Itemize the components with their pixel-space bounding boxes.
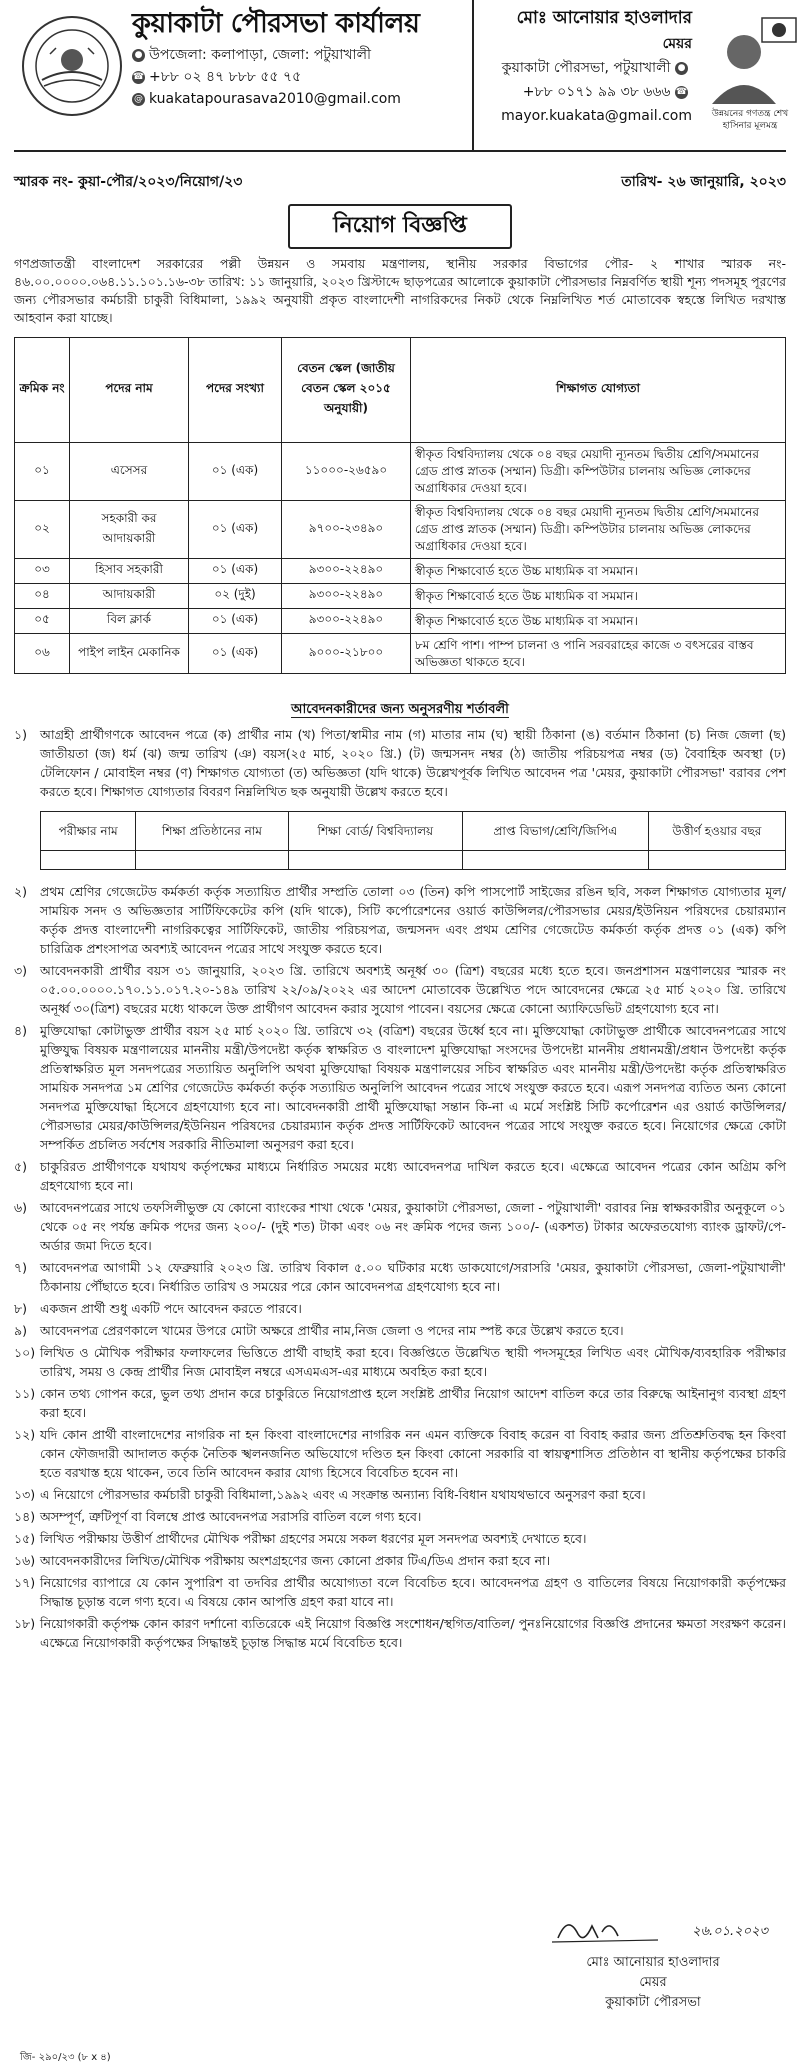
- list-item: ১১) কোন তথ্য গোপন করে, ভুল তথ্য প্রদান করে চাকুরিতে নিয়োগপ্রাপ্ত হলে সংশ্লিষ্ট প্রার্থীর নিয়োগ আদেশ বাতিল করে তার বিরুদ্ধে আইনানুগ ব্যবস্থা গ্রহণ করা হবে।: [14, 1386, 786, 1420]
- exam-table-header: [41, 812, 786, 851]
- row-post: আদায়কারী: [70, 584, 189, 609]
- list-item: ৫) চাকুরিরত প্রার্থীগণকে যথাযথ কর্তৃপক্ষের মাধ্যমে নির্ধারিত সময়ের মধ্যে আবেদনপত্র দাখিল করতে হবে। এক্ষেত্রে আবেদন পত্রের কোন অগ্রিম কপি গ্রহণযোগ্য হবে না।: [14, 1159, 786, 1193]
- post-table: [14, 337, 786, 674]
- list-item: ৭) আবেদনপত্র আগামী ১২ ফেব্রুয়ারি ২০২৩ খ্রি. তারিখ বিকাল ৫.০০ ঘটিকার মধ্যে ডাকযোগে/সরাসরি 'মেয়র, কুয়াকাটা পৌরসভা, জেলা-পটুয়াখালী' ঠিকানায় পৌঁছাতে হবে। নির্ধারিত তারিখ ও সময়ের পরে কোন আবেদনপত্র গ্রহণযোগ্য হবে না।: [14, 1260, 786, 1294]
- memo-line: [14, 170, 786, 194]
- row-post: পাইপ লাইন মেকানিক: [70, 634, 189, 674]
- list-item: ১৫) লিখিত পরীক্ষায় উত্তীর্ণ প্রার্থীদের মৌখিক পরীক্ষা গ্রহণের সময়ে সকল ধরণের মূল সনদপত্র অবশ্যই দেখাতে হবে।: [14, 1531, 587, 1546]
- exam-col-year: উত্তীর্ণ হওয়ার বছর: [648, 812, 785, 851]
- row-count: ০১ (এক): [189, 609, 282, 634]
- row-qualification: স্বীকৃত বিশ্ববিদ্যালয় থেকে ০৪ বছর মেয়াদী ন্যূনতম দ্বিতীয় শ্রেণি/সমমানের গ্রেড প্রাপ্ত স্নাতক (সম্মান) ডিগ্রী। কম্পিউটার চালনায় অভিজ্ঞ লোকদের অগ্রাধিকার দেওয়া হবে।: [411, 501, 786, 559]
- list-item: ১২) যদি কোন প্রার্থী বাংলাদেশের নাগরিক না হন কিংবা বাংলাদেশের নাগরিক নন এমন ব্যক্তিকে বিবাহ করেন বা বিবাহ করার জন্য প্রতিশ্রুতিবদ্ধ হন কিংবা কোন ফৌজদারী আদালত কর্তৃক নৈতিক স্খলনজনিত অভিযোগে দণ্ডিত হন কিংবা কোনো সরকারি বা স্বায়ত্বশাসিত প্রতিষ্ঠান বা স্থানীয় কর্তৃপক্ষের চাকরি হতে বরখাস্ত হয়ে থাকেন, তবে তিনি আবেদন করার যোগ্য হিসেবে বিবেচিত হবেন না।: [14, 1427, 786, 1480]
- row-count: ০২ (দুই): [189, 584, 282, 609]
- exam-table-blank-row: [41, 851, 786, 870]
- table-row: [15, 634, 786, 674]
- list-item: ১৩) এ নিয়োগে পৌরসভার কর্মচারী চাকুরী বিধিমালা,১৯৯২ এবং এ সংক্রান্ত অন্যান্য বিধি-বিধান যথাযথভাবে অনুসরণ করা হবে।: [14, 1487, 646, 1502]
- notice-title: নিয়োগ বিজ্ঞপ্তি: [288, 204, 512, 249]
- mayor-name: মোঃ আনোয়ার হাওলাদার: [516, 8, 692, 28]
- leader-portrait-icon: [704, 16, 798, 106]
- email-icon: @: [134, 93, 143, 104]
- col-scale: বেতন স্কেল (জাতীয় বেতন স্কেল ২০১৫ অনুযায়ী): [282, 338, 411, 443]
- row-qualification: স্বীকৃত শিক্ষাবোর্ড হতে উচ্চ মাধ্যমিক বা সমমান।: [411, 584, 786, 609]
- signatory-office: কুয়াকাটা পৌরসভা: [605, 1995, 701, 2010]
- row-post: বিল ক্লার্ক: [70, 609, 189, 634]
- row-qualification: ৮ম শ্রেণি পাশ। পাম্প চালনা ও পানি সরবরাহের কাজে ৩ বৎসরের বাস্তব অভিজ্ঞতা থাকতে হবে।: [411, 634, 786, 674]
- footer-code: জি- ২৯০/২৩ (৮ x ৪): [20, 2052, 111, 2063]
- exam-col-board: শিক্ষা বোর্ড/ বিশ্ববিদ্যালয়: [288, 812, 462, 851]
- mayor-office: কুয়াকাটা পৌরসভা, পটুয়াখালী ●: [482, 56, 692, 80]
- row-scale: ৯৭০০-২৩৪৯০: [282, 501, 411, 559]
- memo-ref: স্মারক নং- কুয়া-পৌর/২০২৩/নিয়োগ/২৩: [14, 174, 243, 190]
- office-phone: ☎ +৮৮ ০২ ৪৭ ৮৮৮ ৫৫ ৭৫: [132, 69, 302, 85]
- row-qualification: স্বীকৃত বিশ্ববিদ্যালয় থেকে ০৪ বছর মেয়াদী ন্যূনতম দ্বিতীয় শ্রেণি/সমমানের গ্রেড প্রাপ্ত স্নাতক (সম্মান) ডিগ্রী। কম্পিউটার চালনায় অভিজ্ঞ লোকদের অগ্রাধিকার দেওয়া হবে।: [411, 443, 786, 501]
- mayor-title: মেয়র: [662, 36, 692, 52]
- exam-col-result: প্রাপ্ত বিভাগ/শ্রেণি/জিপিএ: [463, 812, 649, 851]
- list-item: ১৪) অসম্পূর্ণ, ত্রুটিপূর্ণ বা বিলম্বে প্রাপ্ত আবেদনপত্র সরাসরি বাতিল বলে গণ্য হবে।: [14, 1509, 422, 1524]
- signature-date: ২৬.০১.২০২৩: [692, 1924, 768, 1939]
- mayor-info: [482, 4, 692, 128]
- row-count: ০১ (এক): [189, 559, 282, 584]
- list-item: ৬) আবেদনপত্রের সাথে তফসিলীভুক্ত যে কোনো ব্যাংকের শাখা থেকে 'মেয়র, কুয়াকাটা পৌরসভা, জেলা - পটুয়াখালী' বরাবর নিম্ন স্বাক্ষরকারীর অনুকূলে ০১ থেকে ০৫ নং পর্যন্ত ক্রমিক পদের জন্য ২০০/- (দুই শত) টাকা এবং ০৬ নং ক্রমিক পদের জন্য ১০০/- (একশত) টাকার অফেরতযোগ্য ব্যাংক ড্রাফট/পে-অর্ডার জমা দিতে হবে।: [14, 1200, 786, 1253]
- table-row: [15, 584, 786, 609]
- table-row: [15, 501, 786, 559]
- location-icon: ●: [675, 62, 688, 75]
- post-table-header: [15, 338, 786, 443]
- list-item: ১৬) আবেদনকারীদের লিখিত/মৌখিক পরীক্ষায় অংশগ্রহণের জন্য কোনো প্রকার টিএ/ডিএ প্রদান করা হবে না।: [14, 1553, 551, 1568]
- list-item: ৪) মুক্তিযোদ্ধা কোটাভুক্ত প্রার্থীর বয়স ২৫ মার্চ ২০২০ খ্রি. তারিখে ৩২ (বত্রিশ) বছরের উর্ধ্বে হবে না। মুক্তিযোদ্ধা কোটাভুক্ত প্রার্থীকে আবেদনপত্রের সাথে মুক্তিযুদ্ধ বিষয়ক মন্ত্রণালয়ের মাননীয় মন্ত্রী/উপদেষ্টা কর্তৃক স্বাক্ষরিত ও বাংলাদেশ মুক্তিযোদ্ধা সংসদের উপদেষ্টা মাননীয় প্রধানমন্ত্রী/প্রধান উপদেষ্টা কর্তৃক প্রতিস্বাক্ষরিত মূল সনদপত্রের সত্যায়িত অনুলিপি অথবা মুক্তিযোদ্ধা বিষয়ক মন্ত্রণালয়ের সচিব স্বাক্ষরিত এবং মাননীয় মন্ত্রী/উপদেষ্টা কর্তৃক প্রতিস্বাক্ষরিত সাময়িক সনদপত্র ১ম শ্রেণির গেজেটেড কর্মকর্তা কর্তৃক সত্যায়িত অনুলিপি আবেদন পত্রের সাথে সংযুক্ত করতে হবে। এরূপ সনদপত্র ব্যতিত অন্য কোনো সনদপত্র মুক্তিযোদ্ধা হিসেবে গ্রহণযোগ্য হবে না। আবেদনকারী প্রার্থী মুক্তিযোদ্ধা সন্তান কি-না এ মর্মে সংশ্লিষ্ট সিটি কর্পোরেশন এর ওয়ার্ড কাউন্সিলর/পৌরসভার মেয়র/কাউন্সিলর/ইউনিয়ন পরিষদের চেয়ারম্যান কর্তৃক প্রদত্ত সার্টিফিকেট আবেদন পত্রের সাথে সংযুক্ত করতে হবে। নিয়োগের ক্ষেত্রে কোটা সম্পর্কিত প্রচলিত সর্বশেষ সরকারি নীতিমালা অনুসরণ করা হবে।: [14, 1023, 786, 1152]
- phone-icon: ☎: [675, 86, 688, 97]
- signatory-title: মেয়র: [639, 1975, 667, 1990]
- office-address: ● উপজেলা: কলাপাড়া, জেলা: পটুয়াখালী: [132, 44, 462, 66]
- header-divider: [472, 0, 474, 150]
- row-sl: ০৬: [15, 634, 70, 674]
- slogan: উন্নয়নের গণতন্ত্র শেখ হাসিনার মূলমন্ত্র: [711, 109, 789, 131]
- intro-paragraph: গণপ্রজাতন্ত্রী বাংলাদেশ সরকারের পল্লী উন্নয়ন ও সমবায় মন্ত্রণালয়, স্থানীয় সরকার বিভাগের পৌর- ২ শাখার স্মারক নং- ৪৬.০০.০০০০.০৬৪.১১.১০১.১৬-৩৮ তারিখ: ১১ জানুয়ারি, ২০২৩ খ্রিস্টাব্দে ছাড়পত্রের আলোকে কুয়াকাটা পৌরসভার নিম্নবর্ণিত স্থায়ী শূন্য পদসমূহ পূরণের জন্য পৌরসভার কর্মচারী চাকুরী বিধিমালা, ১৯৯২ অনুযায়ী প্রকৃত বাংলাদেশী নাগরিকদের নিকট থেকে নিম্নলিখিত শর্ত মোতাবেক স্বহস্তে লিখিত দরখাস্ত আহবান করা যাচ্ছে।: [14, 256, 786, 325]
- col-count: পদের সংখ্যা: [189, 338, 282, 443]
- office-title: কুয়াকাটা পৌরসভা কার্যালয়: [132, 8, 420, 39]
- row-scale: ৯০০০-২১৮০০: [282, 634, 411, 674]
- row-scale: ৯৩০০-২২৪৯০: [282, 584, 411, 609]
- row-qualification: স্বীকৃত শিক্ষাবোর্ড হতে উচ্চ মাধ্যমিক বা সমমান।: [411, 559, 786, 584]
- row-sl: ০১: [15, 443, 70, 501]
- exam-col-institution: শিক্ষা প্রতিষ্ঠানের নাম: [136, 812, 288, 851]
- col-qualification: শিক্ষাগত যোগ্যতা: [411, 338, 786, 443]
- location-icon: ●: [132, 49, 145, 62]
- row-count: ০১ (এক): [189, 443, 282, 501]
- row-scale: ১১০০০-২৬৫৯০: [282, 443, 411, 501]
- mayor-phone: +৮৮ ০১৭১ ৯৯ ৩৮ ৬৬৬ ☎: [522, 84, 688, 100]
- row-sl: ০৪: [15, 584, 70, 609]
- phone-icon: ☎: [132, 71, 145, 82]
- signature-block: [538, 1908, 768, 2013]
- office-email[interactable]: @ kuakatapourasava2010@gmail.com: [134, 91, 401, 107]
- row-count: ০১ (এক): [189, 634, 282, 674]
- row-scale: ৯৩০০-২২৪৯০: [282, 609, 411, 634]
- list-item: ১০) লিখিত ও মৌখিক পরীক্ষার ফলাফলের ভিত্তিতে প্রার্থী বাছাই করা হবে। বিজ্ঞপ্তিতে উল্লেখিত স্থায়ী পদসমূহের লিখিত এবং মৌখিক/ব্যবহারিক পরীক্ষার তারিখ, সময় ও কেন্দ্র প্রার্থীর নিজ মোবাইল নম্বরে এসএমএস-এর মাধ্যমে অবহিত করা হবে।: [14, 1345, 786, 1379]
- row-sl: ০৫: [15, 609, 70, 634]
- list-item: ৩) আবেদনকারী প্রার্থীর বয়স ৩১ জানুয়ারি, ২০২৩ খ্রি. তারিখে অবশ্যই অনূর্ধ্ব ৩০ (ত্রিশ) বছরের মধ্যে হতে হবে। জনপ্রশাসন মন্ত্রণালয়ের স্মারক নং ০৫.০০.০০০০.১৭০.১১.০১৭.২০-১৪৯ তারিখ ২২/০৯/২০২২ এর আদেশ মোতাবেক উল্লেখিত পদে আবেদনের ক্ষেত্রে ২৫ মার্চ ২০২০ খ্রি. তারিখে অনূর্ধ্ব ৩০(ত্রিশ) বছরের মধ্যে থাকলে উক্ত প্রার্থীগণ আবেদন করার সুযোগ পাবেন। বয়সের ক্ষেত্রে কোনো অ্যাফিডেভিট গ্রহণযোগ্য হবে না।: [14, 963, 786, 1016]
- list-item: ১) আগ্রহী প্রার্থীগণকে আবেদন পত্রে (ক) প্রার্থীর নাম (খ) পিতা/স্বামীর নাম (গ) মাতার নাম (ঘ) স্থায়ী ঠিকানা (ঙ) বর্তমান ঠিকানা (চ) নিজ জেলা (ছ) জাতীয়তা (জ) ধর্ম (ঝ) জন্ম তারিখ (ঞ) বয়স(২৫ মার্চ, ২০২০ খ্রি.) (ট) জন্মসনদ নম্বর (ঠ) জাতীয় পরিচয়পত্র নম্বর (ড) বৈবাহিক অবস্থা (ঢ) টেলিফোন / মোবাইল নম্বর (ণ) শিক্ষাগত যোগ্যতা (ত) অভিজ্ঞতা (যদি থাকে) উল্লেখপূর্বক লিখিত আবেদন পত্র 'মেয়র, কুয়াকাটা পৌরসভা' বরাবর পেশ করতে হবে। শিক্ষাগত যোগ্যতার বিবরণ নিম্নলিখিত ছক অনুযায়ী উল্লেখ করতে হবে।: [14, 727, 786, 799]
- row-post: সহকারী কর আদায়কারী: [70, 501, 189, 559]
- list-item: ২) প্রথম শ্রেণির গেজেটেড কর্মকর্তা কর্তৃক সত্যায়িত প্রার্থীর সম্প্রতি তোলা ০৩ (তিন) কপি পাসপোর্ট সাইজের রঙিন ছবি, সকল শিক্ষাগত যোগ্যতার মূল/সাময়িক সনদ ও অভিজ্ঞতার সার্টিফিকেটের কপি (যদি থাকে), সিটি কর্পোরেশনের ওয়ার্ড কাউন্সিলর/পৌরসভার মেয়র/ইউনিয়ন পরিষদের চেয়ারম্যান কর্তৃক প্রদত্ত বাংলাদেশী নাগরিকত্বের সার্টিফিকেট, জাতীয় পরিচয়পত্র, জন্মসনদ এবং প্রথম শ্রেণির গেজেটেড কর্মকর্তা কর্তৃক প্রদত্ত ০১ (এক) কপি চারিত্রিক প্রশংসাপত্র অবশ্যই আবেদন পত্রের সাথে সংযুক্ত করতে হবে।: [14, 884, 786, 956]
- office-info: [132, 4, 462, 110]
- table-row: [15, 609, 786, 634]
- row-count: ০১ (এক): [189, 501, 282, 559]
- row-sl: ০২: [15, 501, 70, 559]
- row-scale: ৯৩০০-২২৪৯০: [282, 559, 411, 584]
- table-row: [15, 443, 786, 501]
- letterhead: [14, 0, 789, 152]
- conditions-title: আবেদনকারীদের জন্য অনুসরণীয় শর্তাবলী: [291, 702, 509, 717]
- exam-table: [40, 811, 786, 870]
- row-post: হিসাব সহকারী: [70, 559, 189, 584]
- col-sl: ক্রমিক নং: [15, 338, 70, 443]
- list-item: ১৭) নিয়োগের ব্যাপারে যে কোন সুপারিশ বা তদবির প্রার্থীর অযোগ্যতা বলে বিবেচিত হবে। আবেদনপত্র গ্রহণ ও বাতিলের বিষয়ে নিয়োগকারী কর্তৃপক্ষের সিদ্ধান্ত চূড়ান্ত বলে গণ্য হবে। এ বিষয়ে কোন আপত্তি গ্রহণ করা যাবে না।: [14, 1575, 786, 1609]
- exam-col-exam: পরীক্ষার নাম: [41, 812, 136, 851]
- municipality-seal-icon: [20, 14, 124, 118]
- list-item: ৯) আবেদনপত্র প্রেরণকালে খামের উপরে মোটা অক্ষরে প্রার্থীর নাম,নিজ জেলা ও পদের নাম স্পষ্ট করে উল্লেখ করতে হবে।: [14, 1323, 624, 1338]
- mayor-email[interactable]: mayor.kuakata@gmail.com: [501, 108, 692, 124]
- row-sl: ০৩: [15, 559, 70, 584]
- row-post: এসেসর: [70, 443, 189, 501]
- list-item: ৮) একজন প্রার্থী শুধু একটি পদে আবেদন করতে পারবে।: [14, 1301, 302, 1316]
- table-row: [15, 559, 786, 584]
- col-post: পদের নাম: [70, 338, 189, 443]
- memo-date: তারিখ- ২৬ জানুয়ারি, ২০২৩: [621, 174, 786, 190]
- conditions-list: [14, 725, 786, 1652]
- list-item: ১৮) নিয়োগকারী কর্তৃপক্ষ কোন কারণ দর্শানো ব্যতিরেকে এই নিয়োগ বিজ্ঞপ্তি সংশোধন/স্থগিত/বাতিল/ পুনঃনিয়োগের বিজ্ঞপ্তি প্রদানের ক্ষমতা সংরক্ষণ করেন। এক্ষেত্রে নিয়োগকারী কর্তৃপক্ষের সিদ্ধান্তই চূড়ান্ত সিদ্ধান্ত মর্মে বিবেচিত হবে।: [14, 1616, 786, 1650]
- signatory-name: মোঃ আনোয়ার হাওলাদার: [586, 1955, 720, 1970]
- row-qualification: স্বীকৃত শিক্ষাবোর্ড হতে উচ্চ মাধ্যমিক বা সমমান।: [411, 609, 786, 634]
